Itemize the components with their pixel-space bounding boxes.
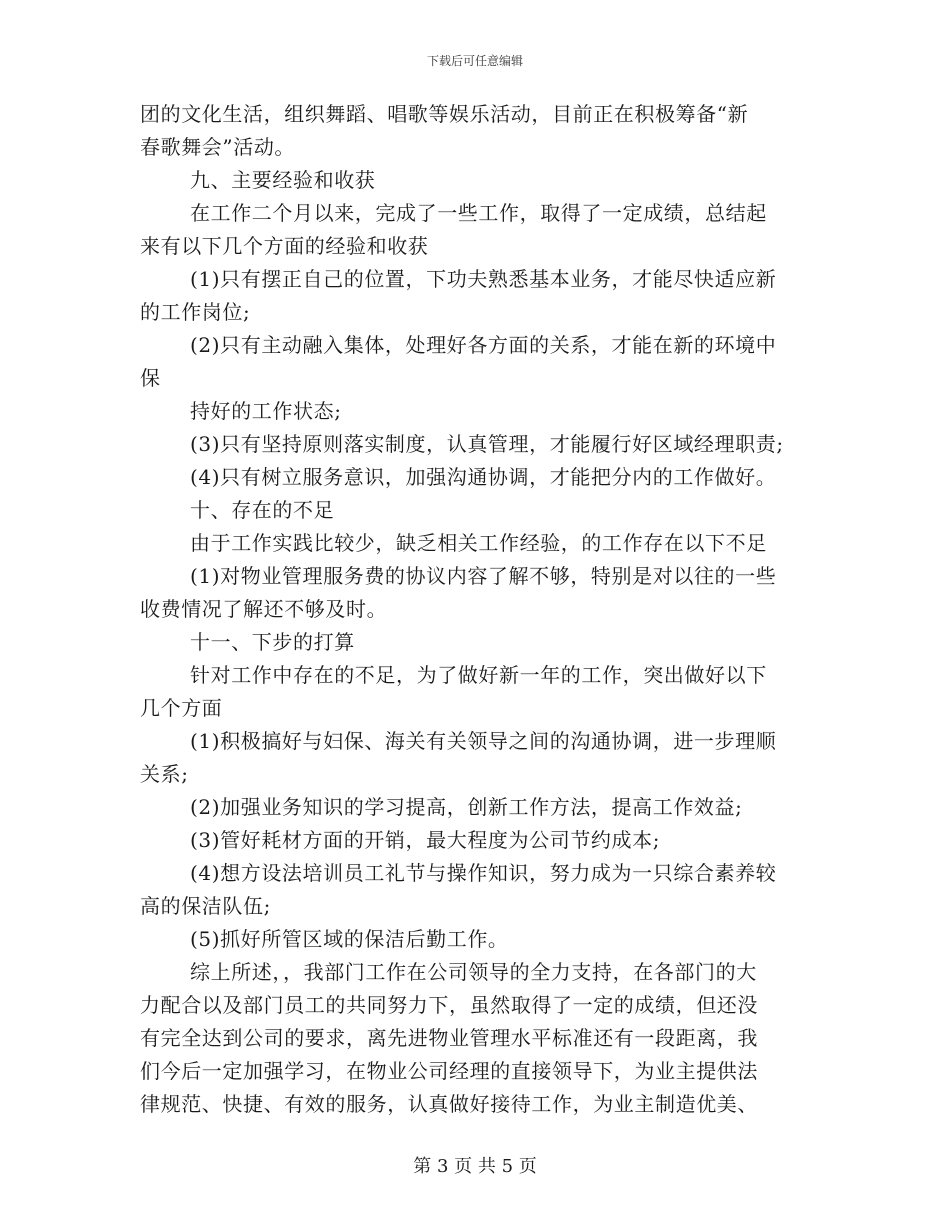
paragraph-line: 在工作二个月以来，完成了一些工作，取得了一定成绩，总结起	[190, 201, 767, 225]
list-item-continuation: 保	[140, 366, 161, 390]
page-number: 第 3 页 共 5 页	[413, 1156, 537, 1177]
paragraph-line: 有完全达到公司的要求，离先进物业管理水平标准还有一段距离，我	[140, 1026, 758, 1050]
list-item-continuation: 的工作岗位;	[140, 300, 251, 324]
page-header: 下载后可任意编辑	[426, 54, 523, 68]
paragraph-line: 综上所述，，我部门工作在公司领导的全力支持，在各部门的大	[190, 960, 757, 984]
paragraph-line: 由于工作实践比较少，缺乏相关工作经验，的工作存在以下不足	[190, 531, 767, 555]
list-item-continuation: 高的保洁队伍;	[140, 894, 271, 918]
paragraph-line: 力配合以及部门员工的共同努力下，虽然取得了一定的成绩，但还没	[140, 993, 758, 1017]
list-item-continuation: 持好的工作状态;	[190, 399, 342, 423]
list-item-continuation: 关系;	[140, 762, 189, 786]
list-item: (2)只有主动融入集体，处理好各方面的关系，才能在新的环境中	[190, 333, 777, 357]
paragraph-line: 律规范、快捷、有效的服务，认真做好接待工作，为业主制造优美、	[140, 1092, 758, 1116]
section-heading: 十一、下步的打算	[190, 630, 355, 654]
paragraph-line: 团的文化生活，组织舞蹈、唱歌等娱乐活动，目前正在积极筹备“新	[140, 102, 749, 126]
paragraph-line: 春歌舞会”活动。	[140, 135, 296, 159]
list-item: (2)加强业务知识的学习提高，创新工作方法，提高工作效益;	[190, 795, 743, 819]
section-heading: 九、主要经验和收获	[190, 168, 376, 192]
list-item: (4)只有树立服务意识，加强沟通协调，才能把分内的工作做好。	[190, 465, 777, 489]
paragraph-line: 几个方面	[140, 696, 223, 720]
section-heading: 十、存在的不足	[190, 498, 335, 522]
paragraph-line: 来有以下几个方面的经验和收获	[140, 234, 429, 258]
list-item: (3)只有坚持原则落实制度，认真管理，才能履行好区域经理职责;	[190, 432, 784, 456]
paragraph-line: 们今后一定加强学习，在物业公司经理的直接领导下，为业主提供法	[140, 1059, 758, 1083]
list-item: (1)只有摆正自己的位置，下功夫熟悉基本业务，才能尽快适应新	[190, 267, 777, 291]
list-item: (3)管好耗材方面的开销，最大程度为公司节约成本;	[190, 828, 661, 852]
list-item: (1)积极搞好与妇保、海关有关领导之间的沟通协调，进一步理顺	[190, 729, 777, 753]
list-item: (1)对物业管理服务费的协议内容了解不够，特别是对以往的一些	[190, 564, 777, 588]
list-item: (5)抓好所管区域的保洁后勤工作。	[190, 927, 509, 951]
list-item-continuation: 收费情况了解还不够及时。	[140, 597, 388, 621]
paragraph-line: 针对工作中存在的不足，为了做好新一年的工作，突出做好以下	[190, 663, 767, 687]
list-item: (4)想方设法培训员工礼节与操作知识，努力成为一只综合素养较	[190, 861, 777, 885]
